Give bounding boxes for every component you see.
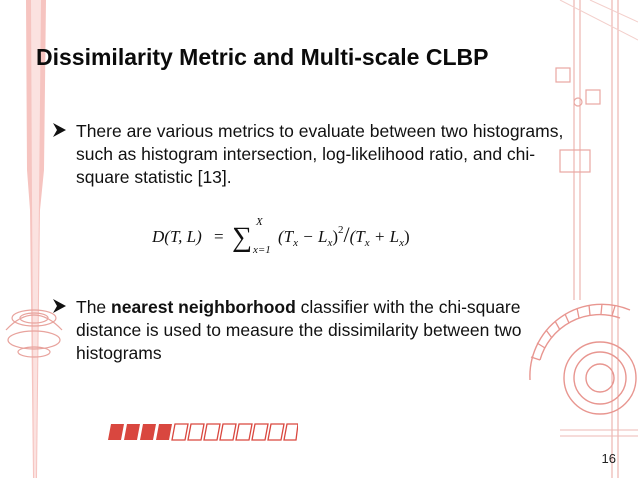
slide-title: Dissimilarity Metric and Multi-scale CLBP bbox=[36, 44, 489, 70]
formula-divide: / bbox=[343, 222, 350, 247]
formula-den-plus: + L bbox=[369, 227, 400, 246]
decorative-squares bbox=[108, 422, 298, 442]
formula-den-close: ) bbox=[403, 227, 410, 246]
top-right-lines bbox=[574, 0, 618, 478]
bullet-text-bold: nearest neighborhood bbox=[111, 297, 296, 317]
formula-sum-upper: X bbox=[256, 216, 263, 228]
bullet-item-1 bbox=[52, 120, 572, 189]
formula-equals: = bbox=[214, 227, 224, 246]
filled-squares bbox=[108, 424, 172, 440]
bullet-text bbox=[52, 296, 572, 365]
page-number: 16 bbox=[601, 451, 616, 466]
formula-den-sub2: x bbox=[399, 237, 404, 249]
formula-exponent: 2 bbox=[338, 224, 344, 236]
top-right-diagonals bbox=[560, 0, 638, 40]
arrowhead-bullet-icon bbox=[52, 296, 68, 320]
bottom-right-lines bbox=[560, 430, 638, 436]
formula-den-open: (T bbox=[349, 227, 365, 246]
formula-term-close: ) bbox=[332, 227, 339, 246]
chi-square-formula bbox=[152, 212, 432, 260]
formula-sum-symbol: ∑ bbox=[232, 222, 252, 253]
formula-sum-lower: x=1 bbox=[253, 244, 271, 256]
arrowhead-bullet-icon bbox=[52, 120, 68, 144]
bullet-text bbox=[52, 120, 572, 189]
outline-squares bbox=[172, 424, 298, 440]
formula-term-sub1: x bbox=[293, 237, 299, 249]
formula-den-sub1: x bbox=[364, 237, 370, 249]
formula-term-sub2: x bbox=[327, 237, 333, 249]
bullet-text-plain: There are various metrics to evaluate between two histograms, such as histogram intersection, log-likelihood ratio, and chi-square statistic [13]. bbox=[76, 121, 564, 187]
formula-term-open: (T bbox=[278, 227, 294, 246]
formula-term-minus: − L bbox=[298, 227, 328, 246]
bullet-text-after: classifier with the chi-square distance is used to measure the dissimilarity between two histograms bbox=[76, 297, 522, 363]
formula-lhs: D(T, L) bbox=[152, 227, 202, 246]
bullet-text-before: The bbox=[76, 297, 112, 317]
svg-text:(Tx − Lx)2/(Tx + Lx) bbox=[278, 222, 410, 249]
bullet-item-2 bbox=[52, 296, 572, 365]
